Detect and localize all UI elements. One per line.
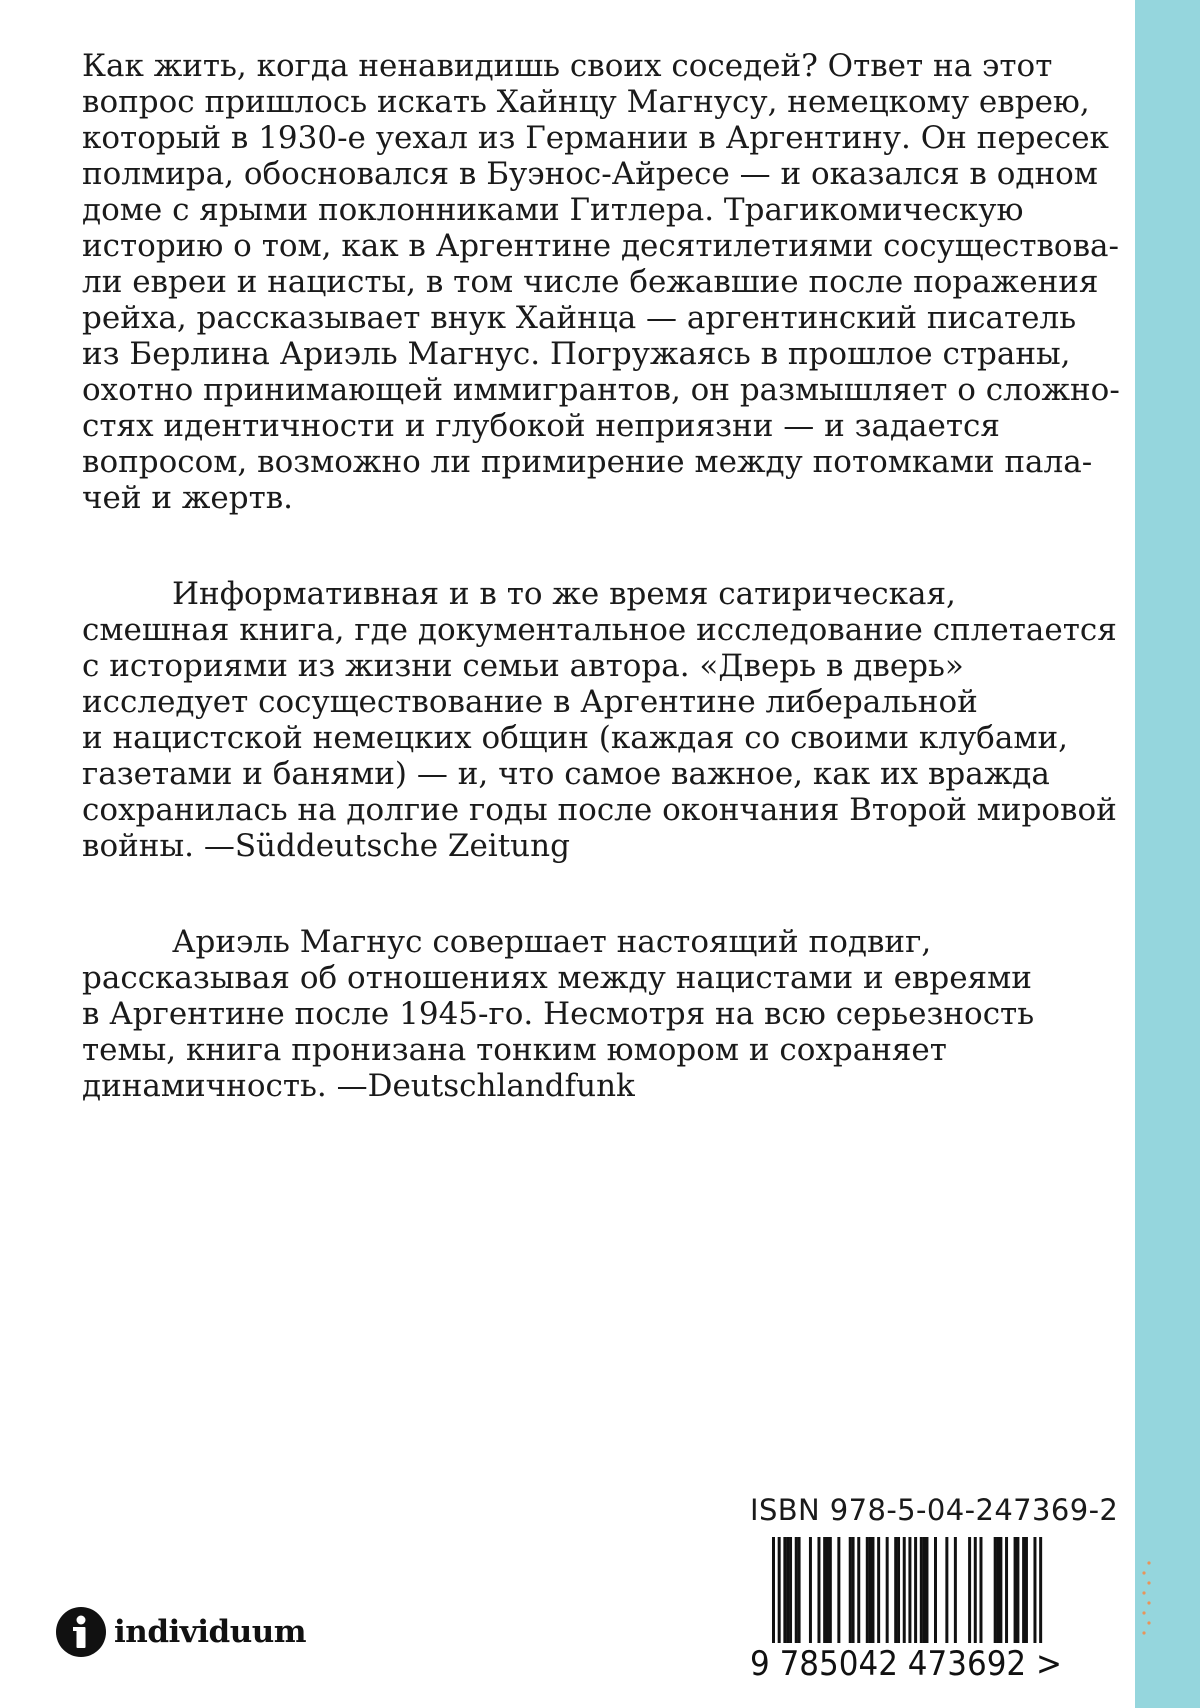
barcode-bar — [1033, 1537, 1036, 1643]
barcode-bar — [817, 1537, 820, 1643]
blurb-line: газетами и банями) — и, что самое важное, как их вражда — [82, 756, 1050, 792]
blurb-line: сохранилась на долгие годы после окончания Второй мировой — [82, 792, 1117, 828]
barcode-bar — [809, 1537, 812, 1643]
review-quote-deutschlandfunk — [82, 924, 1042, 1104]
blurb-line: вопрос пришлось искать Хайнцу Магнусу, немецкому еврею, — [82, 84, 1090, 120]
barcode-bar — [1022, 1537, 1025, 1643]
publisher-logo — [56, 1606, 306, 1658]
barcode-bar — [886, 1537, 889, 1643]
barcode-bar — [1016, 1537, 1019, 1643]
barcode-bar — [954, 1537, 957, 1643]
barcode — [750, 1537, 1062, 1683]
barcode-bar — [789, 1537, 792, 1643]
barcode-bar — [1005, 1537, 1008, 1643]
orange-dots-decoration — [1139, 1555, 1153, 1645]
blurb-line: который в 1930-е уехал из Германии в Аргентину. Он пересек — [82, 120, 1109, 156]
barcode-bar — [914, 1537, 917, 1643]
blurb-line: вопросом, возможно ли примирение между потомками пала- — [82, 444, 1093, 480]
blurb-line: историю о том, как в Аргентине десятилетиями сосуществова- — [82, 228, 1120, 264]
blurb-line: ли евреи и нацисты, в том числе бежавшие после поражения — [82, 264, 1099, 300]
barcode-bar — [994, 1537, 997, 1643]
barcode-bar — [871, 1537, 874, 1643]
barcode-bar — [920, 1537, 923, 1643]
back-cover-blurb — [82, 48, 1120, 1164]
review-quote-sueddeutsche — [82, 576, 1117, 864]
barcode-bar — [829, 1537, 832, 1643]
blurb-line: в Аргентине после 1945-го. Несмотря на всю серьезность — [82, 996, 1035, 1032]
blurb-line: смешная книга, где документальное исследование сплетается — [82, 612, 1117, 648]
blurb-line: и нацистской немецких общин (каждая со своими клубами, — [82, 720, 1068, 756]
barcode-bars — [750, 1537, 1062, 1643]
blurb-line: чей и жертв. — [82, 480, 294, 516]
barcode-bar — [979, 1537, 982, 1643]
spine-stripe — [1135, 0, 1200, 1708]
barcode-digits — [750, 1643, 1062, 1683]
barcode-bar — [772, 1537, 775, 1643]
blurb-line: войны. —Süddeutsche Zeitung — [82, 828, 570, 864]
barcode-bar — [826, 1537, 829, 1643]
barcode-bar — [1039, 1537, 1042, 1643]
barcode-bar — [945, 1537, 948, 1643]
barcode-bar — [823, 1537, 826, 1643]
publisher-name: individuum — [114, 1614, 307, 1650]
barcode-bar — [974, 1537, 977, 1643]
blurb-line: стях идентичности и глубокой неприязни — и задается — [82, 408, 1000, 444]
barcode-bar — [837, 1537, 840, 1643]
barcode-bar — [857, 1537, 860, 1643]
individuum-logo-icon — [56, 1607, 106, 1657]
barcode-bar — [798, 1537, 801, 1643]
barcode-bar — [897, 1537, 900, 1643]
blurb-line: из Берлина Ариэль Магнус. Погружаясь в прошлое страны, — [82, 336, 1071, 372]
blurb-line: исследует сосуществование в Аргентине либеральной — [82, 684, 978, 720]
barcode-bar — [869, 1537, 872, 1643]
blurb-line: с историями из жизни семьи автора. «Дверь в дверь» — [82, 648, 964, 684]
barcode-bar — [894, 1537, 897, 1643]
barcode-bar — [778, 1537, 781, 1643]
blurb-line: охотно принимающей иммигрантов, он размышляет о сложно- — [82, 372, 1120, 408]
barcode-bar — [1014, 1537, 1017, 1643]
barcode-bar — [934, 1537, 937, 1643]
blurb-paragraph-1 — [82, 48, 1120, 516]
barcode-bar — [786, 1537, 789, 1643]
barcode-bar — [849, 1537, 852, 1643]
blurb-line: Как жить, когда ненавидишь своих соседей? Ответ на этот — [82, 48, 1053, 84]
barcode-digits-text: 9 785042 473692 > — [750, 1644, 1062, 1683]
blurb-line: темы, книга пронизана тонким юмором и сохраняет — [82, 1032, 947, 1068]
blurb-line: рассказывая об отношениях между нацистами и евреями — [82, 960, 1032, 996]
barcode-bar — [968, 1537, 971, 1643]
blurb-line: динамичность. —Deutschlandfunk — [82, 1068, 635, 1104]
blurb-line: Ариэль Магнус совершает настоящий подвиг, — [172, 924, 932, 960]
barcode-bar — [1025, 1537, 1028, 1643]
barcode-bar — [795, 1537, 798, 1643]
blurb-line: рейха, рассказывает внук Хайнца — аргентинский писатель — [82, 300, 1077, 336]
barcode-bar — [925, 1537, 928, 1643]
barcode-bar — [999, 1537, 1002, 1643]
barcode-bar — [866, 1537, 869, 1643]
barcode-bar — [877, 1537, 880, 1643]
blurb-line: полмира, обосновался в Буэнос-Айресе — и оказался в одном — [82, 156, 1098, 192]
blurb-line: доме с ярыми поклонниками Гитлера. Трагикомическую — [82, 192, 1024, 228]
barcode-bar — [783, 1537, 786, 1643]
barcode-bar — [908, 1537, 911, 1643]
barcode-bar — [997, 1537, 1000, 1643]
blurb-line: Информативная и в то же время сатирическая, — [172, 576, 956, 612]
barcode-bar — [852, 1537, 855, 1643]
isbn-number: ISBN 978-5-04-247369-2 — [750, 1493, 1119, 1527]
barcode-bar — [923, 1537, 926, 1643]
barcode-bar — [903, 1537, 906, 1643]
